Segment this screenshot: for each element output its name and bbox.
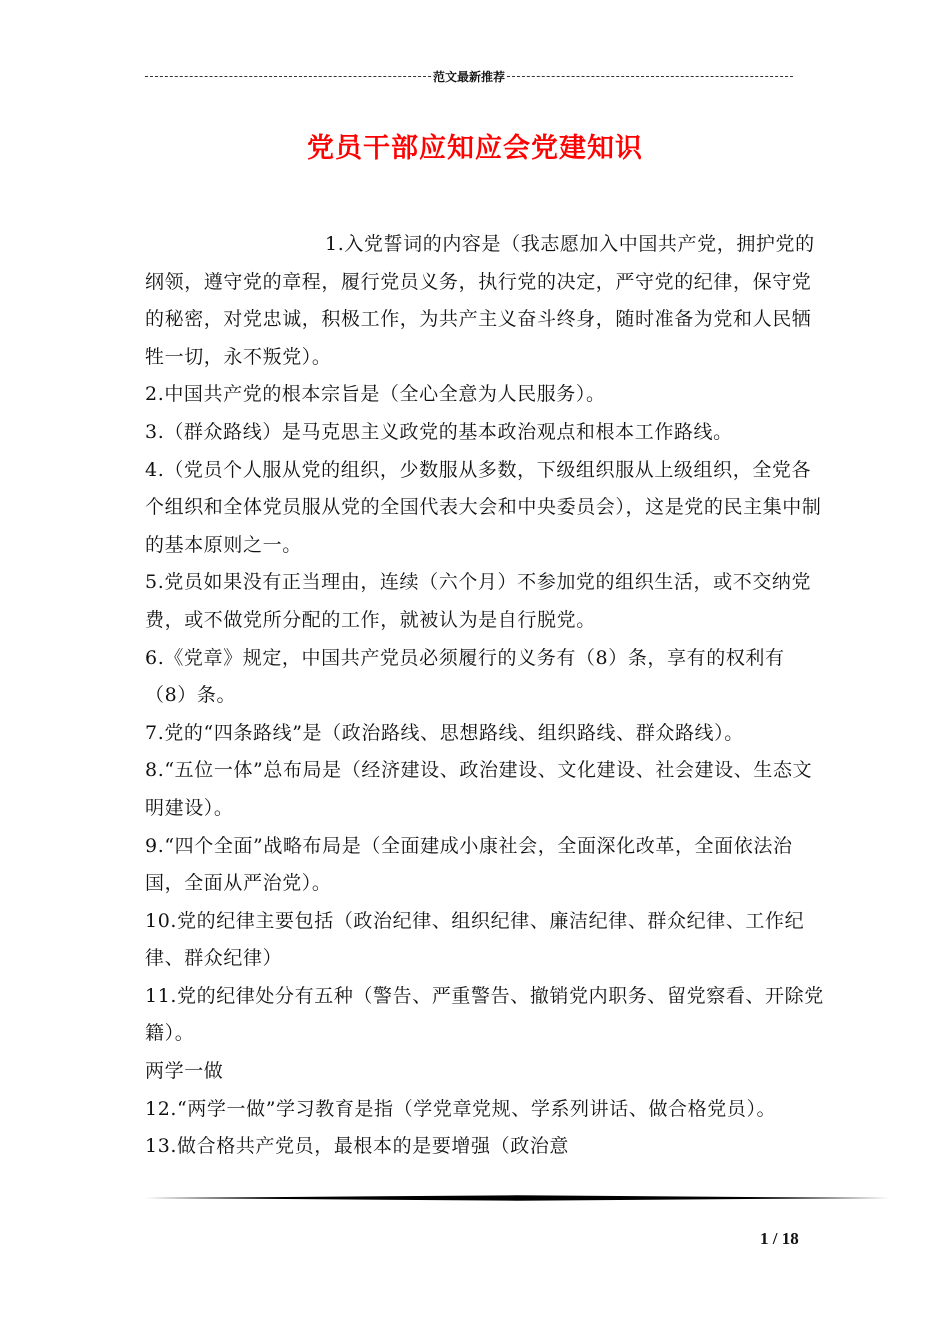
header-dash-left xyxy=(145,76,431,77)
paragraph-8: 8.“五位一体”总布局是（经济建设、政治建设、文化建设、社会建设、生态文明建设）。 xyxy=(145,759,813,819)
header-text: 范文最新推荐 xyxy=(433,69,506,84)
paragraph-9: 9.“四个全面”战略布局是（全面建成小康社会，全面深化改革，全面依法治国，全面从严治党）。 xyxy=(145,834,793,895)
paragraph-3: 3.（群众路线）是马克思主义政党的基本政治观点和根本工作路线。 xyxy=(145,420,733,443)
section-heading: 两学一做 xyxy=(145,1060,224,1083)
paragraph-4: 4.（党员个人服从党的组织，少数服从多数，下级组织服从上级组织，全党各个组织和全体党员服从党的全国代表大会和中央委员会），这是党的民主集中制的基本原则之一。 xyxy=(145,458,822,556)
page-header xyxy=(145,66,793,86)
paragraph-2: 2.中国共产党的根本宗旨是（全心全意为人民服务）。 xyxy=(145,383,606,406)
header-dash-right xyxy=(507,76,793,77)
paragraph-6: 6.《党章》规定，中国共产党员必须履行的义务有（8）条，享有的权利有（8）条。 xyxy=(145,646,785,707)
paragraph-12: 12.“两学一做”学习教育是指（学党章党规、学系列讲话、做合格党员）。 xyxy=(145,1097,777,1120)
paragraph-7: 7.党的“四条路线”是（政治路线、思想路线、组织路线、群众路线）。 xyxy=(145,721,744,744)
paragraph-10: 10.党的纪律主要包括（政治纪律、组织纪律、廉洁纪律、群众纪律、工作纪律、群众纪律） xyxy=(145,909,805,970)
footer-rule xyxy=(145,1195,890,1201)
paragraph-1: 1.入党誓词的内容是（我志愿加入中国共产党，拥护党的纲领，遵守党的章程，履行党员义务，执行党的决定，严守党的纪律，保守党的秘密，对党忠诚，积极工作，为共产主义奋斗终身，随时准备为党和人民牺牲一切，永不叛党）。 xyxy=(145,233,815,368)
document-body xyxy=(145,226,825,1166)
paragraph-13: 13.做合格共产党员，最根本的是要增强（政治意 xyxy=(145,1135,570,1158)
paragraph-5: 5.党员如果没有正当理由，连续（六个月）不参加党的组织生活，或不交纳党费，或不做党所分配的工作，就被认为是自行脱党。 xyxy=(145,571,812,631)
paragraph-11: 11.党的纪律处分有五种（警告、严重警告、撤销党内职务、留党察看、开除党籍）。 xyxy=(145,984,824,1045)
document-title: 党员干部应知应会党建知识 xyxy=(307,133,643,164)
page-number: 1 / 18 xyxy=(760,1229,799,1248)
